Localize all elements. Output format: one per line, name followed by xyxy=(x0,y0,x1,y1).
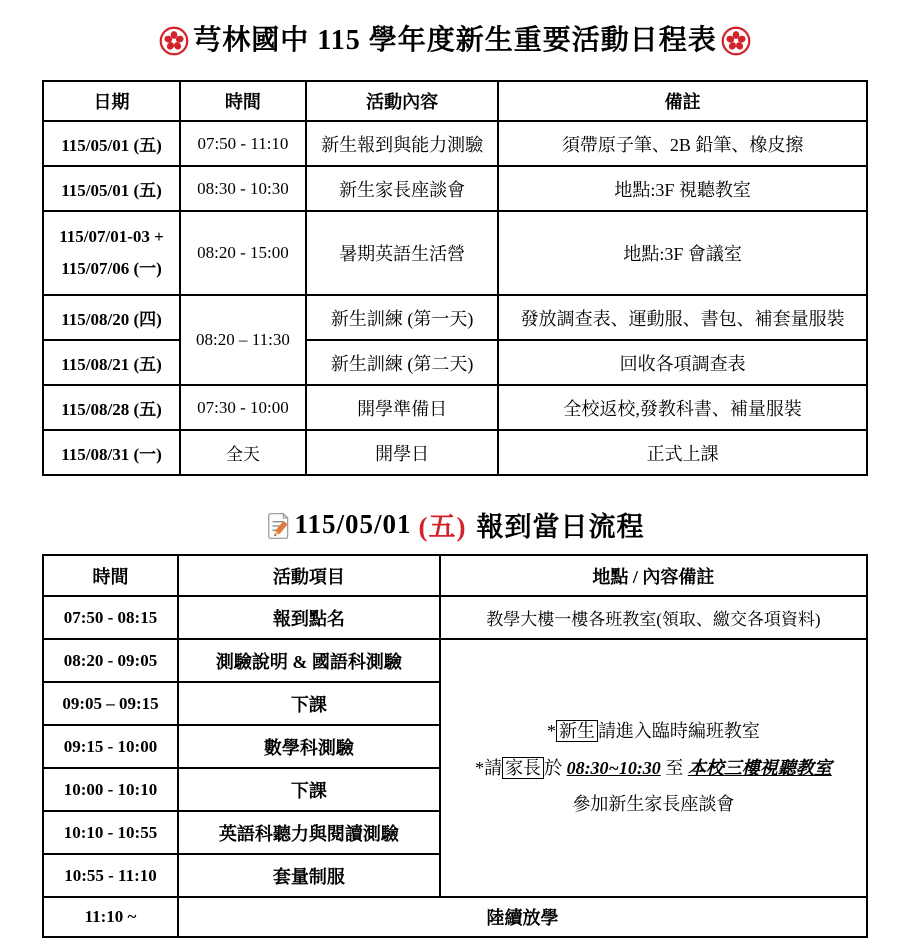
cell-activity: 下課 xyxy=(178,768,440,811)
cell-date: 115/08/28 (五) xyxy=(43,385,180,430)
cell-time: 09:05 – 09:15 xyxy=(43,682,178,725)
cell-activity: 開學準備日 xyxy=(306,385,498,430)
cell-time: 07:50 - 08:15 xyxy=(43,596,178,639)
cell-note: 回收各項調查表 xyxy=(498,340,867,385)
cell-time: 07:50 - 11:10 xyxy=(180,121,306,166)
cell-date: 115/05/01 (五) xyxy=(43,121,180,166)
cell-activity: 下課 xyxy=(178,682,440,725)
cell-merged-note xyxy=(440,639,867,897)
memo-icon xyxy=(266,512,292,540)
note-line-1: * 新生 請進入臨時編班教室 xyxy=(546,720,760,741)
cell-note: 地點:3F 視聽教室 xyxy=(498,166,867,211)
cell-dismissal: 陸續放學 xyxy=(178,897,867,937)
schedule-table xyxy=(42,80,868,476)
flow-header-row xyxy=(43,555,867,596)
table-row xyxy=(43,385,867,430)
table-row xyxy=(43,430,867,475)
page-title xyxy=(0,0,910,62)
cell-activity: 新生訓練 (第二天) xyxy=(306,340,498,385)
cell-time: 09:15 - 10:00 xyxy=(43,725,178,768)
header-activity: 活動項目 xyxy=(178,555,440,596)
cell-date: 115/08/21 (五) xyxy=(43,340,180,385)
table-row xyxy=(43,121,867,166)
boxed-word-freshman: 新生 xyxy=(556,720,598,742)
note-line-2: *請 家長 於 08:30~10:30 至 本校三樓視聽教室 xyxy=(475,757,832,778)
cell-activity: 套量制服 xyxy=(178,854,440,897)
cell-activity: 新生家長座談會 xyxy=(306,166,498,211)
header-date: 日期 xyxy=(43,81,180,121)
cell-date xyxy=(43,211,180,295)
sub-title-date: 115/05/01 xyxy=(294,508,412,539)
plum-blossom-icon xyxy=(159,26,189,56)
header-time: 時間 xyxy=(43,555,178,596)
cell-activity: 新生訓練 (第一天) xyxy=(306,295,498,340)
header-activity: 活動內容 xyxy=(306,81,498,121)
table-row xyxy=(43,211,867,295)
table-row xyxy=(43,897,867,937)
section-title-checkin-flow xyxy=(0,504,910,544)
plum-blossom-icon xyxy=(721,26,751,56)
sub-title-text: 報到當日流程 xyxy=(476,511,645,542)
cell-activity: 報到點名 xyxy=(178,596,440,639)
date-line-1: 115/07/01-03 + xyxy=(59,226,164,246)
underlined-time: 08:30~10:30 xyxy=(566,757,661,778)
cell-date: 115/05/01 (五) xyxy=(43,166,180,211)
table-row xyxy=(43,295,867,340)
cell-time: 08:20 - 09:05 xyxy=(43,639,178,682)
cell-time-merged: 08:20 – 11:30 xyxy=(180,295,306,385)
cell-note: 全校返校,發教科書、補量服裝 xyxy=(498,385,867,430)
table-row xyxy=(43,639,867,682)
table-row xyxy=(43,340,867,385)
schedule-header-row xyxy=(43,81,867,121)
cell-note: 教學大樓一樓各班教室(領取、繳交各項資料) xyxy=(440,596,867,639)
cell-activity: 數學科測驗 xyxy=(178,725,440,768)
page-title-text: 芎林國中 115 學年度新生重要活動日程表 xyxy=(193,24,717,56)
boxed-word-parents: 家長 xyxy=(502,757,544,779)
cell-note: 地點:3F 會議室 xyxy=(498,211,867,295)
cell-time: 全天 xyxy=(180,430,306,475)
cell-activity: 新生報到與能力測驗 xyxy=(306,121,498,166)
cell-note: 須帶原子筆、2B 鉛筆、橡皮擦 xyxy=(498,121,867,166)
header-note: 備註 xyxy=(498,81,867,121)
cell-activity: 開學日 xyxy=(306,430,498,475)
header-location-note: 地點 / 內容備註 xyxy=(440,555,867,596)
note-line-3: 參加新生家長座談會 xyxy=(572,794,735,815)
table-row xyxy=(43,596,867,639)
cell-time: 07:30 - 10:00 xyxy=(180,385,306,430)
flow-table xyxy=(42,554,868,938)
table-row xyxy=(43,166,867,211)
cell-time: 10:55 - 11:10 xyxy=(43,854,178,897)
header-time: 時間 xyxy=(180,81,306,121)
cell-time: 08:30 - 10:30 xyxy=(180,166,306,211)
sub-title-weekday: (五) xyxy=(418,511,467,542)
cell-note: 正式上課 xyxy=(498,430,867,475)
underlined-place: 本校三樓視聽教室 xyxy=(687,757,832,778)
cell-date: 115/08/20 (四) xyxy=(43,295,180,340)
date-line-2: 115/07/06 (一) xyxy=(61,259,162,278)
cell-time: 10:10 - 10:55 xyxy=(43,811,178,854)
cell-note: 發放調查表、運動服、書包、補套量服裝 xyxy=(498,295,867,340)
cell-activity: 英語科聽力與閱讀測驗 xyxy=(178,811,440,854)
cell-time: 10:00 - 10:10 xyxy=(43,768,178,811)
cell-time: 11:10 ~ xyxy=(43,897,178,937)
cell-activity: 測驗說明 & 國語科測驗 xyxy=(178,639,440,682)
cell-time: 08:20 - 15:00 xyxy=(180,211,306,295)
cell-activity: 暑期英語生活營 xyxy=(306,211,498,295)
cell-date: 115/08/31 (一) xyxy=(43,430,180,475)
